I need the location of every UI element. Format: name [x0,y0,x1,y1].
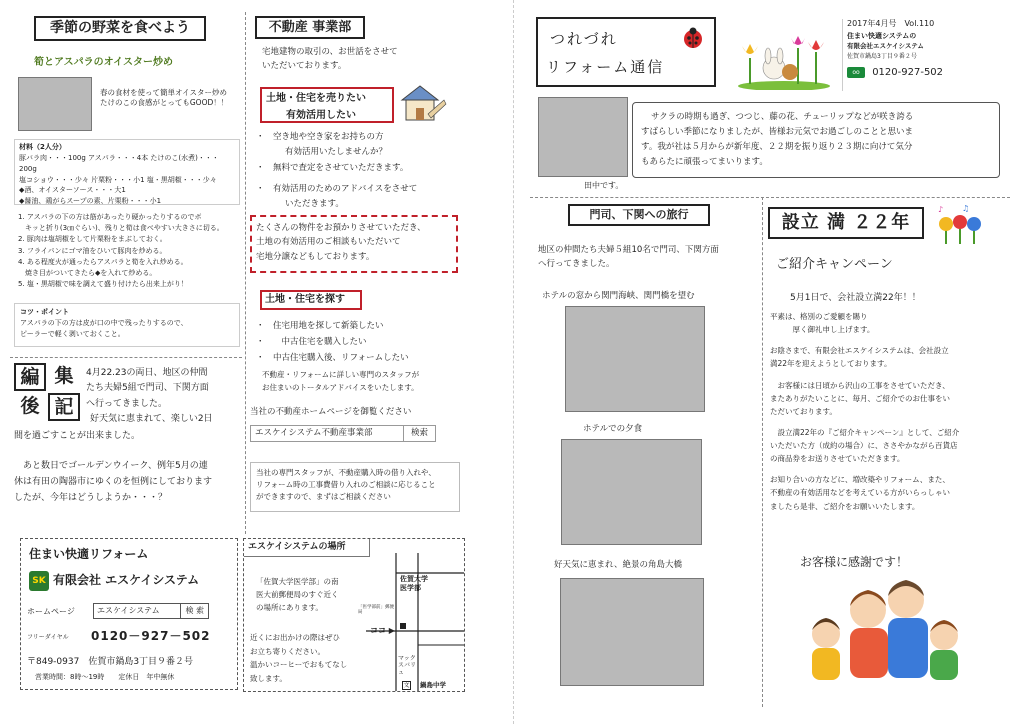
buy-bullet: ・ 中古住宅購入後、リフォームしたい [256,353,409,364]
step-line: キッと折り(3㎝ぐらい)、残りと筍は食べやすい大きさに切る。 [18,224,224,233]
buy-note-line: お住まいのトータルアドバイスをいたします。 [262,382,419,392]
trip-caption-1: ホテルの窓から関門海峡、関門橋を望む [542,291,695,301]
family-illustration [796,576,972,690]
trip-intro-line: へ行ってきました。 [538,258,615,269]
masthead-title-1: つれづれ [550,30,618,48]
tip-label: コツ・ポイント [20,308,69,316]
company-logo-icon [29,571,49,591]
notice-box [250,215,458,273]
realestate-title: 不動産 事業部 [255,16,365,39]
notice-line: 土地の有効活用のご相談もいただいて [256,237,401,248]
card-address: 〒849-0937 佐賀市鍋島3丁目９番２号 [27,657,194,667]
editor-line: 間を過ごすことが出来ました。 [14,431,141,441]
map-label: 佐賀大学 [400,575,428,583]
notice-line: たくさんの物件をお預かりさせていただき、 [256,223,426,233]
editor-para-line: あと数日でゴールデンウイーク、例年5月の連 [14,461,208,471]
house-illustration [398,80,448,124]
buy-bullet: ・ 住宅用地を探して新築したい [256,321,384,331]
masthead-title-2: リフォーム通信 [546,58,665,76]
realestate-search-button[interactable]: 検索 [403,426,435,441]
sell-bullet: ・ 有効活用のためのアドバイスをさせて [256,183,418,194]
map-school-label: 鍋島中学 [420,681,446,689]
ingredients-label: 材料（2人分） [19,143,66,151]
campaign-line: ましたら是非、ご紹介をお願いいたします。 [770,501,920,511]
company-card [20,538,238,690]
school-icon: 文 [403,682,410,689]
location-line: 「佐賀大学医学部」の南 [256,577,339,586]
map-maxvalu-label: マックスバリュ [398,655,417,677]
ingredient-line: 塩コショウ・・・少々 片栗粉・・・小1 塩・黒胡椒・・・少々 [19,175,217,184]
buy-bullet-text: 住宅用地を探して新築したい [273,321,384,331]
ingredient-line: ◆酒、オイスターソース・・・大1 [19,186,126,195]
location-text [256,576,339,614]
editor-line: 好天気に恵まれて、楽しい2日 [90,413,213,424]
buy-note-line: 不動産・リフォームに詳しい専門のスタッフが [262,370,420,379]
trip-intro-line: 地区の仲間たち夫婦５組10名で門司、下関方面 [538,245,719,255]
page-fold [513,0,514,724]
location-line: 温かいコーヒーでおもてなし [250,660,348,669]
step-line: 2. 豚肉は塩胡椒をして片栗粉をまぶしておく。 [18,235,167,244]
svg-text:♫: ♫ [962,204,970,213]
dial-value: 0120－927－502 [91,629,211,643]
sell-bullet-text: 有効活用のためのアドバイスをさせて [273,183,418,194]
publisher-line: 住まい快適システムの [847,31,917,40]
flower-illustration [736,28,832,94]
map-label: 医学部 [400,584,421,593]
ingredient-line: ◆醤油、鶏がらスープの素、片栗粉・・・小1 [19,197,162,206]
editor-char: 集 [54,365,74,387]
greeting-line: もあらたに頑張ってまいります。 [641,156,768,167]
greeting-line: サクラの時期も過ぎ、つつじ、藤の花、チューリップなどが咲き誇る [651,112,914,122]
card-hours: 営業時間：8時～19時 定休日 年中無休 [35,673,175,681]
buy-bullet-text: 中古住宅を購入したい [273,337,367,348]
recipe-name: 筍とアスパラのオイスター炒め [34,57,173,68]
thanks-text: お客様に感謝です！ [800,555,909,569]
recipe-intro [100,88,228,108]
step-line: 4. ある程度火が通ったらアスパラと筍を入れ炒める。 [18,257,188,266]
realestate-search-box[interactable] [250,425,436,442]
trip-caption-2: ホテルでの夕食 [583,424,643,434]
ingredients-box [14,139,240,205]
header-phone: 0120-927-502 [872,67,944,79]
sell-bullet [256,145,452,160]
hp-search-box[interactable] [93,603,209,619]
recipe-intro-line: たけのこの食感がとってもGOOD！！ [100,98,229,108]
campaign-line: お客様には日頃から沢山の工事をさせていただき、 [770,380,950,390]
sell-bullet: ・ 無料で査定をさせていただきます。 [256,162,409,173]
campaign-flowers-icon [932,204,988,250]
buy-bullet-text: 中古住宅購入後、リフォームしたい [273,353,409,364]
location-title: エスケイシステムの場所 [244,539,370,557]
tip-box [14,303,240,347]
music-flower-icon [932,204,988,246]
right-divider [530,197,1010,198]
campaign-line: 不動産の有効活用などを考えている方がいらっしゃい [770,488,950,498]
intro-line: いただいております。 [262,61,347,72]
sell-box-line: 有効活用したい [266,109,356,121]
recipe-photo [18,77,92,131]
hp-search-button[interactable]: 検 索 [180,604,208,618]
logo-mark-text: SK [32,576,46,586]
campaign-line: お陰さまで、有限会社エスケイシステムは、会社設立 [770,346,949,356]
sell-box-line: 土地・住宅を売りたい [266,93,366,104]
hp-prompt: 当社の不動産ホームページを御覧ください [250,407,412,417]
location-text-2 [250,631,347,685]
svg-text:♪: ♪ [938,205,944,214]
campaign-line: またありがたいことに、毎月、ご紹介でのお仕事をい [770,393,950,403]
trip-caption-3: 好天気に恵まれ、絶景の角島大橋 [554,560,683,570]
location-line: 近くにお出かけの際はぜひ [250,633,340,642]
campaign-line: ただいております。 [770,406,837,416]
president-caption: 田中です。 [584,181,624,190]
editor-char: 記 [48,393,80,421]
recipe-intro-line: 春の食材を使って簡単オイスター炒め [100,88,228,97]
house-icon [398,80,448,124]
sell-bullet: ・ 空き地や空き家をお持ちの方 [256,132,384,142]
map-univ-label [400,575,428,593]
staff-note-line: ができますので、まずはご相談ください [256,492,391,501]
hp-label: ホームページ [27,607,75,616]
buy-box: 土地・住宅を探す [260,290,362,310]
sell-box [260,87,394,123]
map-post-label: 「医学部前」郵便局 [358,605,394,616]
editor-para-line: 休は有田の陶器市にゆくのを恒例にしております [14,476,213,487]
sell-bullet-text: 空き地や空き家をお持ちの方 [273,132,384,142]
step-line: 焼き目がついてきたら◆を入れて炒める。 [18,268,157,277]
sell-bullets [256,130,452,212]
staff-note-line: リフォーム時の工事費借り入れのご相談に応じること [256,480,436,489]
editor-para-line: したが、今年はどうしようか・・・？ [14,492,168,503]
editor-title-grid [14,363,80,423]
campaign-line: 平素は、格別のご愛顧を賜り [770,312,868,321]
masthead-box [536,17,716,87]
bridge-photo [560,578,704,686]
editor-line: へ行ってきました。 [86,398,168,409]
sell-bullet [256,197,452,212]
seasonal-title: 季節の野菜を食べよう [34,16,206,41]
family-icon [796,576,972,686]
campaign-line: の商品券をお送りさせていただきます。 [770,454,905,464]
location-box [243,538,465,692]
buy-bullets [256,318,452,366]
dinner-photo [561,439,702,545]
issue-info [842,19,992,91]
staff-note-box [250,462,460,512]
greeting-line: すばらしい季節になりましたが、皆様お元気でお過ごしのことと思いま [641,126,914,137]
campaign-line: 設立満22年の『ご紹介キャンペーン』として、ご紹介 [770,427,960,437]
tip-line: アスパラの下の方は皮が口の中で残ったりするので、 [20,319,188,328]
ladybug-icon [682,27,704,53]
intro-line: 宅地建物の取引の、お世話をさせて [262,47,398,57]
sell-bullet-text: 無料で査定をさせていただきます。 [273,162,409,173]
president-photo [538,97,628,177]
publisher-line: 有限会社エスケイシステム [847,42,924,51]
recipe-steps [18,212,242,290]
divider [10,357,242,358]
free-dial-icon: oo [847,67,865,78]
step-line: 3. フライパンにゴマ油をひいて豚肉を炒める。 [18,246,167,255]
tulip-icon [736,28,832,90]
sell-bullet-text: 有効活用いたしませんか？ [268,147,388,158]
ingredient-line: 豚バラ肉・・・100g アスパラ・・・4本 たけのこ(水煮)・・・200g [19,153,219,173]
editor-char: 編 [14,363,46,391]
campaign-line: お知り合いの方などに、増改築やリフォーム、また、 [770,475,950,485]
issue-number: 2017年4月号 Vol.110 [847,19,935,28]
location-line: 致します。 [250,673,287,683]
campaign-title: 設立 満 ２２年 [768,207,924,239]
greeting-box [632,102,1000,178]
map-here-text: ココ [370,626,386,635]
publisher-address: 佐賀市鍋島3丁目９番２号 [847,53,917,60]
map-here-label: ココ ▶ [370,626,395,635]
card-heading: 住まい快適リフォーム [29,547,149,561]
editor-line: たち夫婦5組で門司、下関方面 [86,383,209,394]
column-divider [245,12,246,534]
step-line: 5. 塩・黒胡椒で味を調えて盛り付けたら出来上がり！ [18,280,188,289]
location-map [358,553,464,691]
strait-photo [565,306,705,412]
trip-intro [538,244,760,271]
location-line: の場所にあります。 [256,602,323,612]
phone-row [847,66,992,80]
campaign-subtitle: ご紹介キャンペーン [776,257,893,272]
hp-value: エスケイシステム [97,606,160,615]
campaign-body [770,310,1004,513]
editor-text [86,366,242,427]
buy-note [262,369,419,395]
editor-line: 4月22.23の両日、地区の仲間 [86,368,208,378]
campaign-line: 厚く御礼申し上げます。 [770,325,875,335]
realestate-search-text: エスケイシステム不動産事業部 [255,428,373,438]
editor-char: 後 [20,395,40,417]
step-line: 1. アスパラの下の方は筋があったり硬かったりするのでボ [18,213,202,221]
realestate-intro [262,45,398,74]
trip-title: 門司、下関への旅行 [568,204,710,226]
location-line: お立ち寄りください。 [250,646,325,656]
company-name: 有限会社 エスケイシステム [53,573,200,587]
campaign-line: いただいた方（成約の場合）に、ささやかながら百貨店 [770,441,958,450]
sell-bullet-text: いただきます。 [268,199,344,210]
tip-line: ピーラーで軽く剥いておくこと。 [20,330,125,339]
right-column-divider [762,197,763,707]
location-line: 医大前郵便局のすぐ近く [256,589,339,599]
greeting-line: す。我が社は５月からが新年度、２２期を振り返り２３期に向けて気分 [641,141,913,152]
buy-bullet: ・ 中古住宅を購入したい [256,337,367,348]
notice-line: 宅地分譲などもしております。 [256,251,375,262]
campaign-line: 満22年を迎えようとしております。 [770,359,892,369]
dial-label: フリーダイヤル [27,634,69,641]
staff-note-line: 当社の専門スタッフが、不動産購入時の借り入れや、 [256,468,436,477]
campaign-date: 5月1日で、会社設立満22年！！ [790,293,921,303]
editor-para2 [14,459,242,506]
